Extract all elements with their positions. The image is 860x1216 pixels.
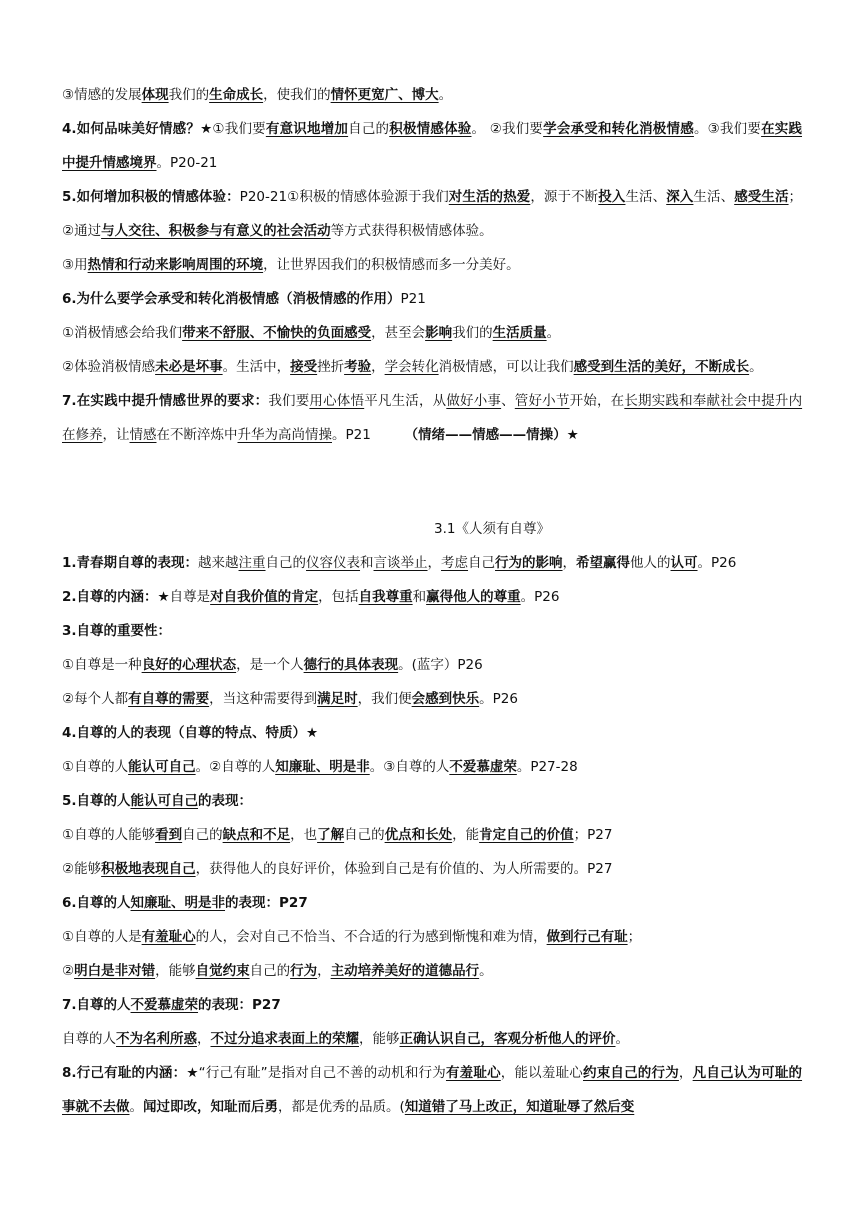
emphasis-run: 自觉约束	[195, 963, 250, 979]
text-run: ②能够	[62, 861, 102, 877]
emphasis-run: 对自我价值的肯定	[210, 589, 319, 605]
emphasis-run: 情怀更宽广、博大	[330, 87, 439, 103]
emphasis-run: 6.自尊的人	[62, 895, 131, 911]
emphasis-run: 不过分追求表面上的荣耀	[210, 1031, 359, 1047]
text-run: 。	[615, 1031, 629, 1047]
paragraph	[62, 682, 802, 716]
text-run: 。(蓝字）P26	[398, 657, 483, 673]
emphasis-run: 明白是非对错	[74, 963, 156, 979]
text-run: 。P26	[697, 555, 737, 571]
emphasis-run: 仪容仪表	[306, 555, 361, 571]
text-run: ；	[627, 929, 642, 945]
emphasis-run: 学会承受和转化消极情感	[543, 121, 694, 137]
emphasis-run: 体现	[141, 87, 169, 103]
emphasis-run: 考验	[344, 359, 372, 375]
text-run: 。③我们要	[693, 121, 762, 137]
emphasis-run: 生命成长	[209, 87, 264, 103]
emphasis-run: 行为	[290, 963, 318, 979]
text-run: 自己的	[348, 121, 390, 137]
text-run: ，能以羞耻心	[500, 1065, 583, 1081]
text-run: ，能够	[359, 1031, 400, 1047]
text-run: ②每个人都	[62, 691, 129, 707]
emphasis-run: 影响	[425, 325, 453, 341]
emphasis-run: （情绪——情感——情操）★	[411, 427, 579, 443]
emphasis-run: 热情和行动来影响周围的环境	[87, 257, 264, 273]
emphasis-run: 未必是坏事	[155, 359, 223, 375]
emphasis-run: 7.在实践中提升情感世界的要求：	[62, 393, 269, 409]
text-run: ★“行己有耻”是指对自己不善的动机和行为	[186, 1065, 446, 1081]
paragraph	[62, 78, 802, 112]
emphasis-run: 有意识地增加	[265, 121, 349, 137]
emphasis-run: 4.如何品味美好情感？	[62, 121, 201, 137]
text-run: ，	[371, 359, 385, 375]
emphasis-run: 良好的心理状态	[141, 657, 237, 673]
emphasis-run: 5.如何增加积极的情感体验：	[62, 189, 240, 205]
text-run: ，包括	[318, 589, 359, 605]
emphasis-run: 用心体悟	[309, 393, 365, 409]
text-run: ①自尊是一种	[62, 657, 142, 673]
paragraph	[62, 248, 802, 282]
text-run: ，	[678, 1065, 693, 1081]
text-run: 越来越	[198, 555, 239, 571]
paragraph	[62, 384, 802, 452]
section-title: 3.1《人须有自尊》	[434, 521, 550, 537]
emphasis-run: 了解	[317, 827, 345, 843]
emphasis-run: 做好小事	[446, 393, 502, 409]
paragraph	[62, 112, 802, 180]
emphasis-run: 4.自尊的人的表现（自尊的特点、特质）★	[62, 725, 319, 741]
text-run: 他人的	[630, 555, 671, 571]
text-run: ★①我们要	[200, 121, 266, 137]
text-run: 。	[438, 87, 453, 103]
emphasis-run: 注重	[238, 555, 266, 571]
emphasis-run: 情感	[129, 427, 157, 443]
text-run: ，让	[102, 427, 130, 443]
paragraph	[62, 180, 802, 248]
paragraph	[62, 784, 802, 818]
emphasis-run: 与人交往、积极参与有意义的社会活动	[101, 223, 331, 239]
emphasis-run: 2.自尊的内涵：	[62, 589, 158, 605]
emphasis-run: 带来不舒服、不愉快的负面感受	[182, 325, 372, 341]
text-run: ①自尊的人	[62, 759, 129, 775]
emphasis-run: 有羞耻心	[445, 1065, 501, 1081]
emphasis-run: 言谈举止	[373, 555, 428, 571]
emphasis-run: 德行的具体表现	[303, 657, 399, 673]
text-run: 。P20-21	[156, 155, 218, 171]
text-run: ；②通过	[62, 189, 803, 239]
text-run: ，	[562, 555, 577, 571]
text-run: 。	[546, 325, 561, 341]
text-run: ，当这种需要得到	[209, 691, 318, 707]
text-run: 我们的	[452, 325, 493, 341]
text-run: ，甚至会	[371, 325, 426, 341]
text-run: 和	[412, 589, 427, 605]
emphasis-run: 8.行己有耻的内涵：	[62, 1065, 187, 1081]
emphasis-run: 赢得他人的尊重	[426, 589, 521, 605]
text-run: 。P26	[479, 691, 518, 707]
text-run: 自己的	[182, 827, 223, 843]
emphasis-run: 考虑	[441, 555, 469, 571]
text-run: 我们的	[168, 87, 210, 103]
emphasis-run: 6.为什么要学会承受和转化消极情感（消极情感的作用）	[62, 291, 401, 307]
text-run: ，让世界因我们的积极情感而多一分美好。	[263, 257, 520, 273]
text-run: ，我们便	[357, 691, 412, 707]
emphasis-run: 有羞耻心	[141, 929, 196, 945]
emphasis-run: 行为的影响	[495, 555, 563, 571]
text-run: ，	[197, 1031, 211, 1047]
text-run: 等方式获得积极情感体验。	[330, 223, 493, 239]
emphasis-run: 3.自尊的重要性：	[62, 623, 172, 639]
text-run: ①自尊的人能够	[62, 827, 156, 843]
paragraph	[62, 546, 802, 580]
emphasis-run: 约束自己的行为	[583, 1065, 679, 1081]
text-run: ，都是优秀的品质。(	[278, 1099, 405, 1115]
text-run: 自己的	[344, 827, 385, 843]
text-run: 。 ②我们要	[471, 121, 544, 137]
emphasis-run: 有自尊的需要	[128, 691, 210, 707]
emphasis-run: 缺点和不足	[222, 827, 291, 843]
text-run: 自己的	[265, 555, 307, 571]
emphasis-run: 会感到快乐	[411, 691, 480, 707]
text-run: P21	[400, 291, 426, 307]
emphasis-run: 的表现：	[198, 793, 253, 809]
emphasis-run: 深入	[666, 189, 694, 205]
emphasis-run: 肯定自己的价值	[479, 827, 574, 843]
paragraph	[62, 852, 802, 886]
emphasis-run: 知廉耻、明是非	[275, 759, 370, 775]
text-run: ①自尊的人是	[62, 929, 142, 945]
text-run: ，	[427, 555, 442, 571]
emphasis-run: 长期实践和奉献社会中提升内在修养	[62, 393, 803, 443]
text-run: 消极情感，可以让我们	[438, 359, 574, 375]
emphasis-run: 7.自尊的人	[62, 997, 131, 1013]
text-run: ，能够	[155, 963, 196, 979]
emphasis-run: 投入	[598, 189, 626, 205]
emphasis-run: 积极地表现自己	[101, 861, 196, 877]
text-run: ①消极情感会给我们	[62, 325, 183, 341]
emphasis-run: 感受生活	[734, 189, 789, 205]
paragraph	[62, 750, 802, 784]
paragraph	[62, 988, 802, 1022]
emphasis-run: 主动培养美好的道德品行	[330, 963, 480, 979]
text-run: ，是一个人	[236, 657, 304, 673]
paragraph	[62, 614, 802, 648]
emphasis-run: 不爱慕虚荣	[130, 997, 199, 1013]
text-run: ，也	[290, 827, 318, 843]
paragraph	[62, 316, 802, 350]
paragraph	[62, 920, 802, 954]
text-run: 。P21	[332, 427, 412, 443]
emphasis-run: 的表现：P27	[225, 895, 308, 911]
emphasis-run: 不爱慕虚荣	[449, 759, 517, 775]
emphasis-run: 认可	[670, 555, 698, 571]
text-run: 在不断淬炼中	[156, 427, 238, 443]
document-page	[62, 0, 802, 1124]
emphasis-run: 接受	[290, 359, 318, 375]
emphasis-run: 对生活的热爱	[448, 189, 531, 205]
text-run: 。生活中，	[222, 359, 291, 375]
paragraph	[62, 648, 802, 682]
emphasis-run: 知廉耻、明是非	[130, 895, 226, 911]
emphasis-run: 满足时	[317, 691, 358, 707]
paragraph	[62, 818, 802, 852]
paragraph	[62, 580, 802, 614]
top-section	[62, 78, 802, 452]
section-gap	[62, 452, 802, 514]
emphasis-run: 管好小节	[514, 393, 570, 409]
emphasis-run: 能认可自己	[128, 759, 196, 775]
text-run: 生活、	[625, 189, 667, 205]
emphasis-run: 做到行己有耻	[546, 929, 628, 945]
emphasis-run: 1.青春期自尊的表现：	[62, 555, 199, 571]
emphasis-run: 能认可自己	[130, 793, 199, 809]
paragraph	[62, 886, 802, 920]
paragraph	[62, 350, 802, 384]
paragraph	[62, 954, 802, 988]
text-run: 。③自尊的人	[369, 759, 450, 775]
emphasis-run: 闻过即改，知耻而后勇	[143, 1099, 278, 1115]
emphasis-run: 升华为高尚情操	[237, 427, 332, 443]
emphasis-run: 在实践中提升情感境界	[62, 121, 803, 171]
text-run: 。	[479, 963, 493, 979]
text-run: 、	[501, 393, 515, 409]
emphasis-run: 知道错了马上改正，知道耻辱了然后变	[404, 1099, 635, 1115]
text-run: ③用	[62, 257, 88, 273]
paragraph	[62, 282, 802, 316]
text-run: 的人，会对自己不恰当、不合适的行为感到惭愧和难为情，	[195, 929, 547, 945]
emphasis-run: 不为名利所惑	[116, 1031, 197, 1047]
text-run: ★自尊是	[157, 589, 211, 605]
emphasis-run: 自我尊重	[358, 589, 413, 605]
text-run: ，源于不断	[530, 189, 599, 205]
emphasis-run: 感受到生活的美好，不断成长	[573, 359, 750, 375]
paragraph	[62, 1056, 802, 1124]
emphasis-run: 5.自尊的人	[62, 793, 131, 809]
text-run: 。P26	[520, 589, 560, 605]
emphasis-run: 希望赢得	[576, 555, 631, 571]
emphasis-run: 的表现：P27	[198, 997, 281, 1013]
text-run: ，使我们的	[263, 87, 331, 103]
emphasis-run: 凡自己认为可耻的事就不去做	[62, 1065, 803, 1115]
text-run: 平凡生活，从	[364, 393, 447, 409]
text-run: 自己	[468, 555, 496, 571]
text-run: 。P27-28	[516, 759, 578, 775]
emphasis-run: 学会转化	[384, 359, 439, 375]
text-run: ②	[62, 963, 75, 979]
text-run: 挫折	[317, 359, 345, 375]
text-run: ，能	[452, 827, 480, 843]
text-run: P20-21①积极的情感体验源于我们	[239, 189, 449, 205]
paragraph	[62, 1022, 802, 1056]
text-run: 。	[129, 1099, 143, 1115]
text-run: 我们要	[268, 393, 310, 409]
text-run: ，获得他人的良好评价，体验到自己是有价值的、为人所需要的。P27	[195, 861, 613, 877]
emphasis-run: 生活质量	[492, 325, 547, 341]
text-run: 开始，在	[569, 393, 625, 409]
emphasis-run: 积极情感体验	[389, 121, 472, 137]
text-run: 和	[360, 555, 374, 571]
text-run: 。	[749, 359, 763, 375]
emphasis-run: 优点和长处	[384, 827, 453, 843]
text-run: ；P27	[573, 827, 613, 843]
text-run: 生活、	[693, 189, 735, 205]
bottom-section	[62, 546, 802, 1124]
text-run: ②体验消极情感	[62, 359, 156, 375]
text-run: ，	[317, 963, 331, 979]
paragraph	[62, 716, 802, 750]
text-run: 自己的	[249, 963, 291, 979]
emphasis-run: 看到	[155, 827, 183, 843]
emphasis-run: 正确认识自己，客观分析他人的评价	[399, 1031, 616, 1047]
text-run: 自尊的人	[62, 1031, 116, 1047]
text-run: 。②自尊的人	[195, 759, 276, 775]
text-run: ③情感的发展	[62, 87, 142, 103]
